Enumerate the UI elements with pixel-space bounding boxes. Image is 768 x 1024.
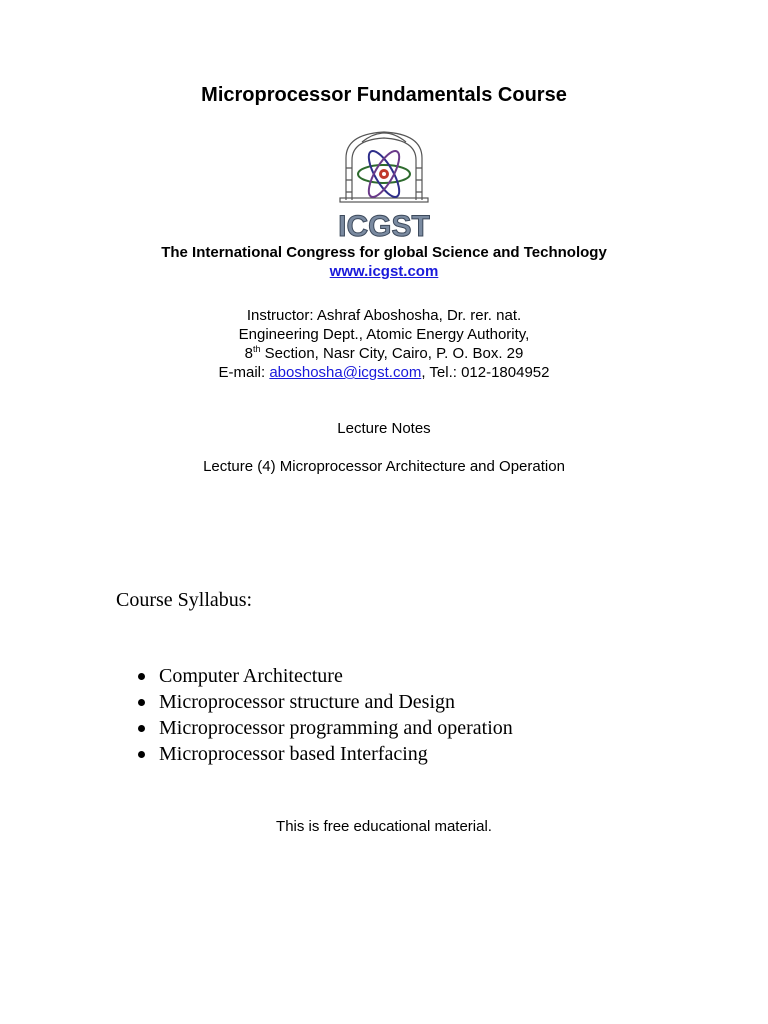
- email-line: [0, 363, 768, 382]
- bullet-icon: [138, 725, 145, 732]
- document-title: Microprocessor Fundamentals Course: [201, 84, 567, 106]
- bullet-icon: [138, 673, 145, 680]
- logo-text: ICGST: [338, 210, 430, 240]
- syllabus-item-text: Computer Architecture: [159, 665, 343, 687]
- contact-block: [0, 306, 768, 382]
- department-line: Engineering Dept., Atomic Energy Authority,: [238, 326, 530, 343]
- lecture-title: Lecture (4) Microprocessor Architecture and Operation: [203, 458, 565, 475]
- bullet-icon: [138, 751, 145, 758]
- tel-text: , Tel.: 012-1804952: [421, 364, 550, 381]
- email-link[interactable]: aboshosha@icgst.com: [269, 364, 422, 381]
- organization-url-line: [0, 263, 768, 280]
- lecture-notes-label: Lecture Notes: [337, 420, 431, 437]
- syllabus-item-text: Microprocessor programming and operation: [159, 717, 513, 739]
- email-label: E-mail:: [218, 364, 270, 381]
- address-suffix: th: [252, 344, 261, 354]
- bullet-icon: [138, 699, 145, 706]
- icgst-logo: [332, 128, 436, 240]
- organization-url-link[interactable]: www.icgst.com: [329, 263, 439, 280]
- address-line: [0, 344, 768, 363]
- address-rest: Section, Nasr City, Cairo, P. O. Box. 29: [260, 345, 524, 362]
- footer-note: This is free educational material.: [276, 818, 492, 835]
- syllabus-item-text: Microprocessor based Interfacing: [159, 743, 428, 765]
- syllabus-item-text: Microprocessor structure and Design: [159, 691, 456, 713]
- instructor-line: Instructor: Ashraf Aboshosha, Dr. rer. nat.: [246, 307, 522, 324]
- syllabus-heading: Course Syllabus:: [116, 589, 253, 611]
- address-number: 8: [244, 345, 253, 362]
- organization-name: The International Congress for global Science and Technology: [161, 244, 607, 261]
